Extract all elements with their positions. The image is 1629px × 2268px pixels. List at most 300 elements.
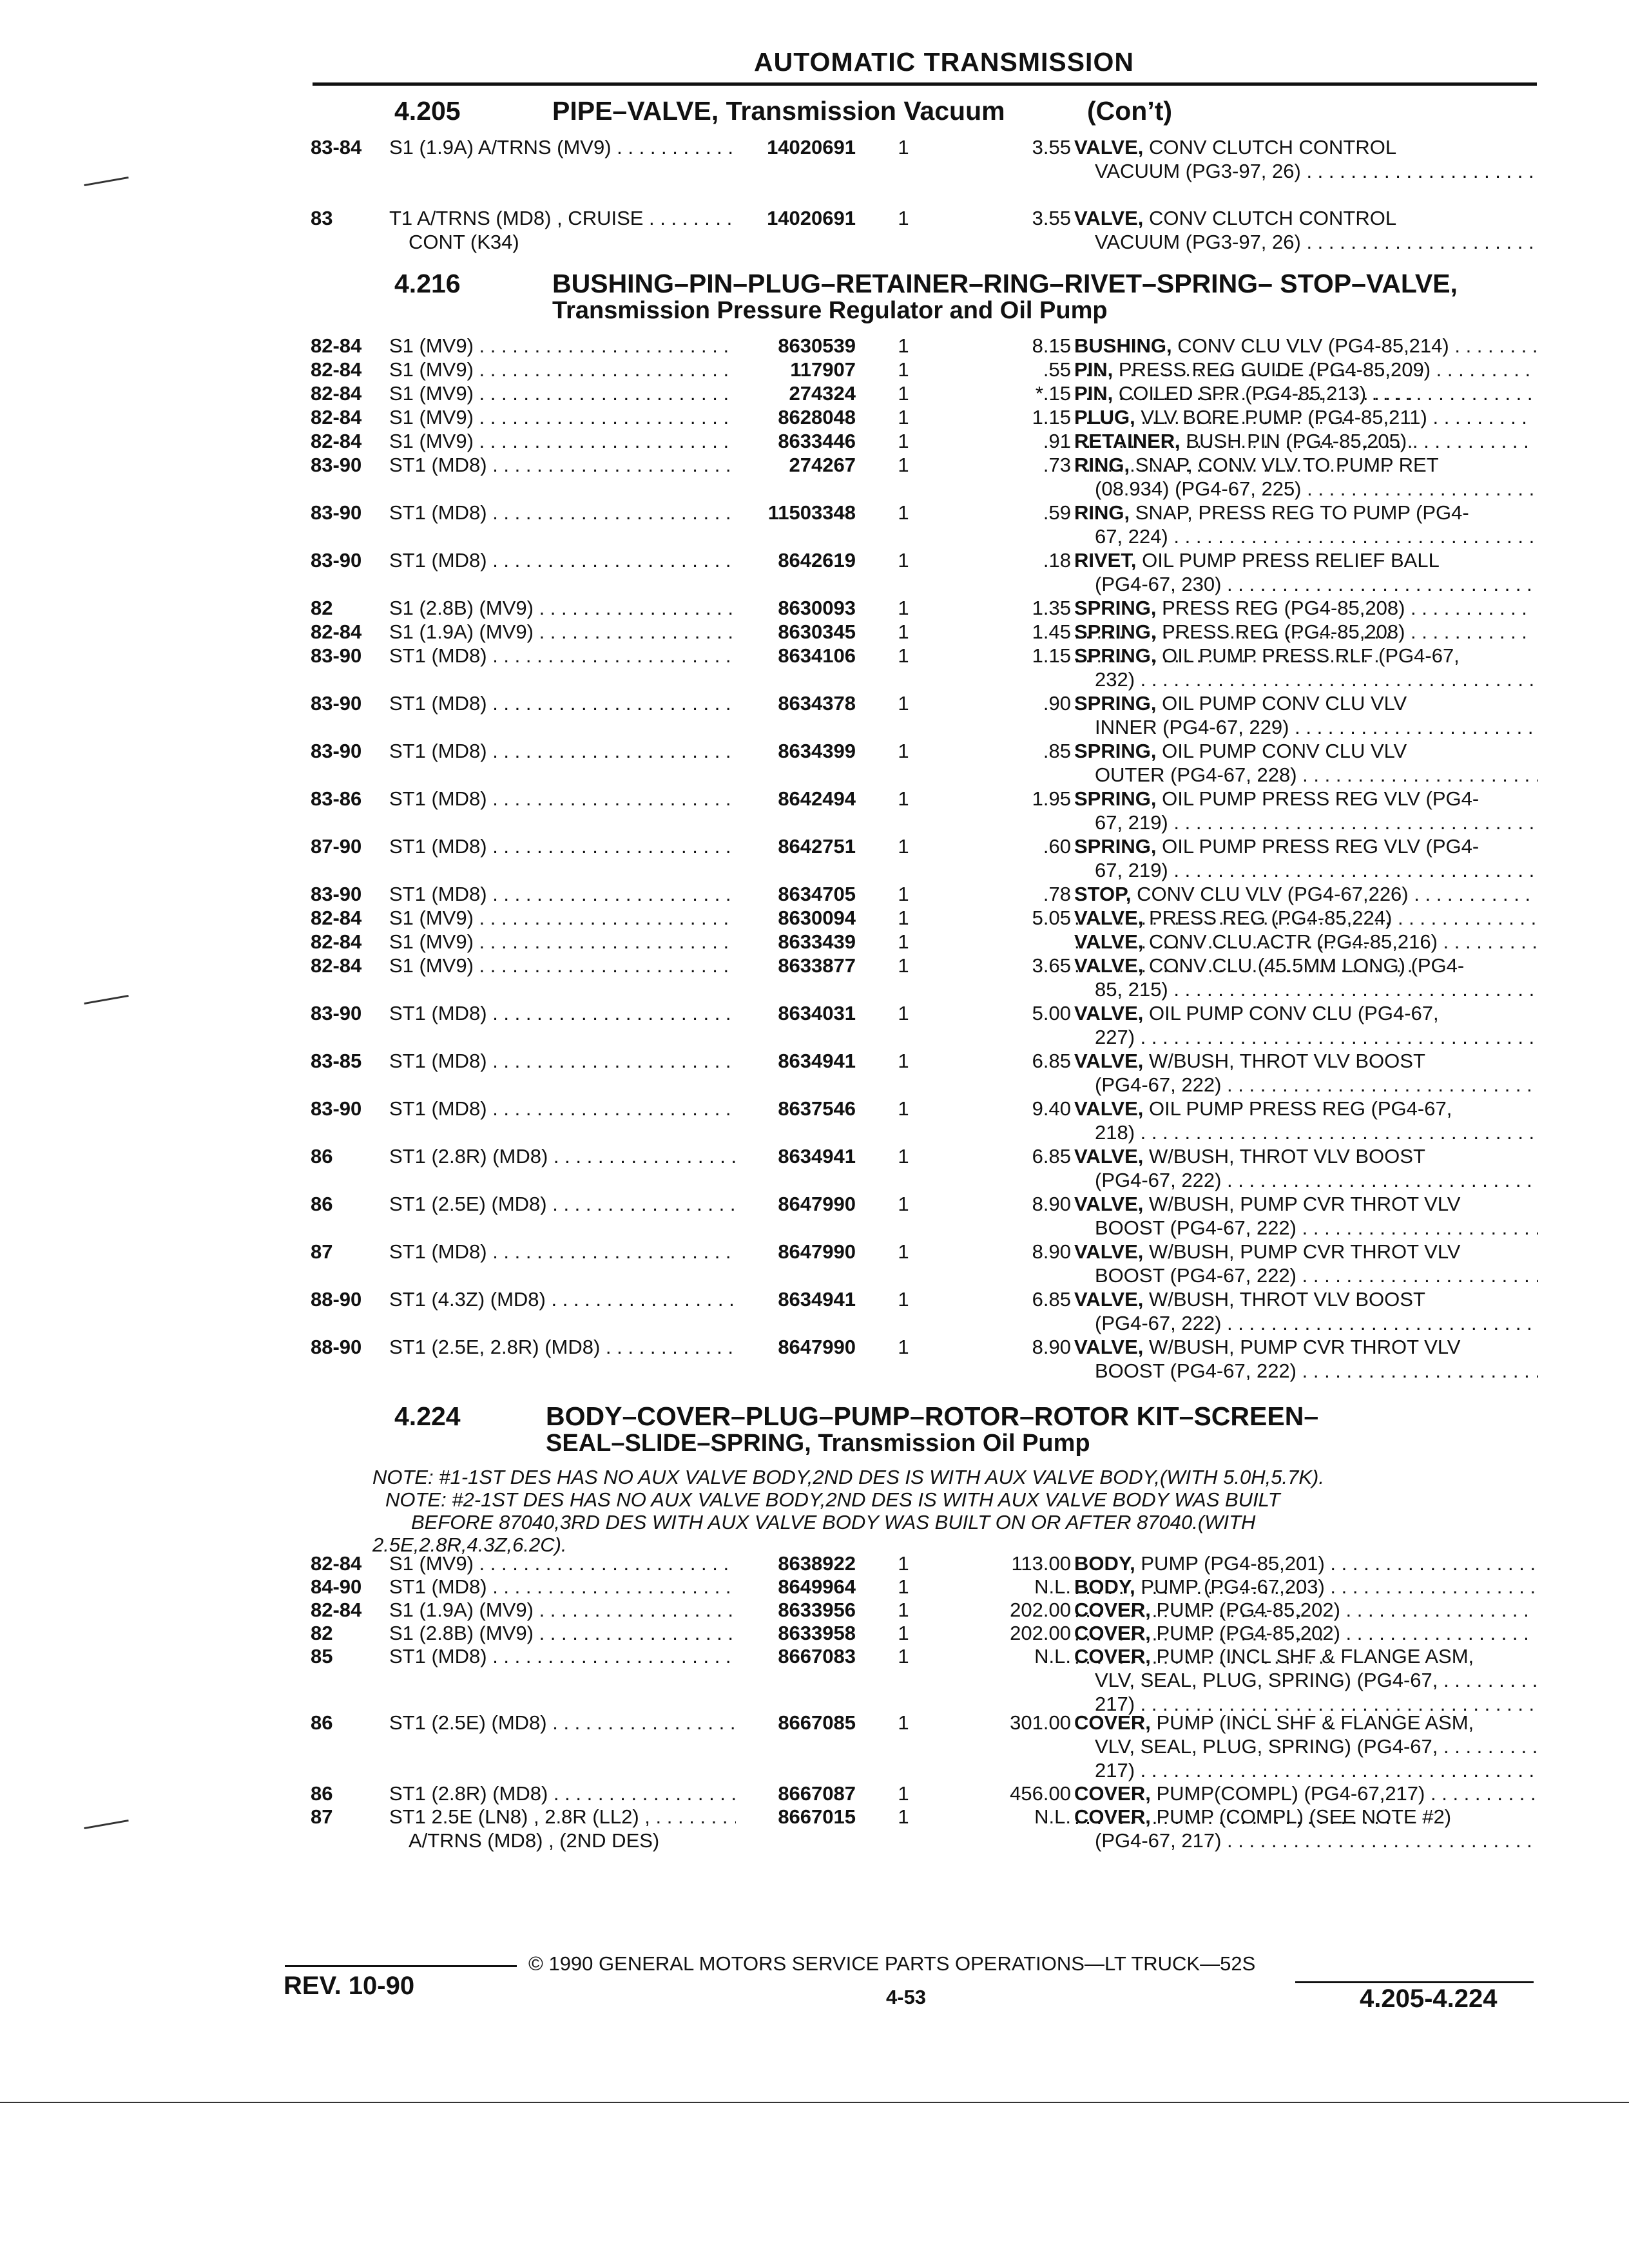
quantity: 1 bbox=[898, 1145, 909, 1168]
footer-rule bbox=[1295, 1981, 1534, 1983]
table-row bbox=[311, 739, 1541, 788]
part-number: 8628048 bbox=[736, 405, 856, 429]
table-row bbox=[311, 1240, 1541, 1289]
table-row bbox=[311, 1805, 1541, 1854]
part-number: 8649964 bbox=[736, 1575, 856, 1599]
model-year: 83-90 bbox=[311, 1097, 362, 1120]
part-number: 8642494 bbox=[736, 787, 856, 811]
model-year: 83-85 bbox=[311, 1050, 362, 1072]
part-name: COVER, bbox=[1074, 1711, 1151, 1734]
notes-block bbox=[372, 1466, 1545, 1556]
part-description: VALVE, W/BUSH, THROT VLV BOOST (PG4-67, 222) . . . bbox=[1074, 1287, 1538, 1335]
part-description: COVER, PUMP (PG4-85,202) . . . bbox=[1074, 1621, 1538, 1669]
model-year: 82-84 bbox=[311, 1552, 362, 1575]
part-number: 274267 bbox=[736, 453, 856, 477]
margin-mark bbox=[84, 995, 128, 1004]
table-row bbox=[311, 1711, 1541, 1784]
application: ST1 (MD8) . . . bbox=[389, 787, 737, 834]
application: ST1 (MD8) . . . bbox=[389, 1575, 737, 1622]
note-line: NOTE: #2-1ST DES HAS NO AUX VALVE BODY,2ND DES IS WITH AUX VALVE BODY WAS BUILT bbox=[385, 1488, 1280, 1511]
price: 9.40 bbox=[1032, 1097, 1071, 1120]
part-number: 14020691 bbox=[736, 135, 856, 159]
application: ST1 (MD8) . . . bbox=[389, 1049, 737, 1097]
model-year: 82-84 bbox=[311, 406, 362, 428]
part-number: 11503348 bbox=[736, 501, 856, 524]
price: 301.00 bbox=[1010, 1711, 1071, 1734]
price: 5.00 bbox=[1032, 1002, 1071, 1024]
part-number: 8637546 bbox=[736, 1097, 856, 1120]
price: 5.05 bbox=[1032, 907, 1071, 929]
table-row bbox=[311, 1287, 1541, 1336]
model-year: 84-90 bbox=[311, 1575, 362, 1598]
part-name: VALVE, bbox=[1074, 930, 1144, 953]
price: 113.00 bbox=[1011, 1552, 1071, 1575]
application: ST1 (2.5E) (MD8) . . . bbox=[389, 1192, 737, 1240]
price: .18 bbox=[1043, 549, 1071, 572]
table-row bbox=[311, 501, 1541, 550]
part-number: 117907 bbox=[736, 358, 856, 381]
price: N.L. bbox=[1034, 1575, 1071, 1598]
model-year: 87-90 bbox=[311, 835, 362, 858]
part-name: SPRING, bbox=[1074, 692, 1157, 715]
part-description: VALVE, W/BUSH, PUMP CVR THROT VLV BOOST (PG4-67, 222) . . . bbox=[1074, 1335, 1538, 1383]
part-number: 14020691 bbox=[736, 206, 856, 230]
price: .90 bbox=[1043, 692, 1071, 715]
model-year: 83-90 bbox=[311, 1002, 362, 1024]
quantity: 1 bbox=[898, 358, 909, 381]
part-description: VALVE, CONV CLU ACTR (PG4-85,216) . . . bbox=[1074, 930, 1538, 977]
price: 1.15 bbox=[1032, 644, 1071, 667]
part-description: VALVE, OIL PUMP CONV CLU (PG4-67, 227) . . . bbox=[1074, 1001, 1538, 1049]
part-description: RETAINER, BUSH PIN (PG4-85,205) . . . bbox=[1074, 429, 1538, 477]
application: ST1 (MD8) . . . bbox=[389, 739, 737, 787]
price: 202.00 bbox=[1010, 1622, 1071, 1644]
table-row bbox=[311, 787, 1541, 836]
table-row bbox=[311, 644, 1541, 693]
part-name: VALVE, bbox=[1074, 907, 1144, 929]
price: *.15 bbox=[1035, 382, 1071, 405]
model-year: 83-84 bbox=[311, 136, 362, 159]
quantity: 1 bbox=[898, 334, 909, 357]
model-year: 86 bbox=[311, 1145, 333, 1168]
application: ST1 (2.8R) (MD8) . . . bbox=[389, 1782, 737, 1829]
application: S1 (MV9) . . . bbox=[389, 906, 737, 954]
section-number: 4.224 bbox=[394, 1401, 461, 1431]
quantity: 1 bbox=[898, 1240, 909, 1263]
model-year: 82 bbox=[311, 1622, 333, 1644]
quantity: 1 bbox=[898, 930, 909, 953]
price: .60 bbox=[1043, 835, 1071, 858]
quantity: 1 bbox=[898, 1599, 909, 1621]
model-year: 83-90 bbox=[311, 501, 362, 524]
part-description: BODY, PUMP (PG4-67,203) . . . bbox=[1074, 1575, 1538, 1622]
part-number: 8667085 bbox=[736, 1711, 856, 1735]
section-title: BUSHING–PIN–PLUG–RETAINER–RING–RIVET–SPRING– STOP–VALVE, Transmission Pressure Regulator and Oil Pump bbox=[552, 269, 1458, 324]
quantity: 1 bbox=[898, 644, 909, 667]
table-row bbox=[311, 206, 1541, 255]
part-number: 8642619 bbox=[736, 548, 856, 572]
part-name: VALVE, bbox=[1074, 1145, 1144, 1168]
quantity: 1 bbox=[898, 1805, 909, 1828]
model-year: 82 bbox=[311, 597, 333, 619]
part-description: VALVE, W/BUSH, THROT VLV BOOST (PG4-67, 222) . . . bbox=[1074, 1144, 1538, 1192]
price: 456.00 bbox=[1010, 1782, 1071, 1805]
application: S1 (MV9) . . . bbox=[389, 358, 737, 405]
application: ST1 (MD8) . . . bbox=[389, 548, 737, 596]
note-line: NOTE: #1-1ST DES HAS NO AUX VALVE BODY,2ND DES IS WITH AUX VALVE BODY,(WITH 5.0H,5.7K). bbox=[372, 1466, 1324, 1488]
part-number: 8638922 bbox=[736, 1552, 856, 1575]
quantity: 1 bbox=[898, 549, 909, 572]
part-name: COVER, bbox=[1074, 1599, 1151, 1621]
section-title: PIPE–VALVE, Transmission Vacuum (Con’t) bbox=[552, 96, 1173, 126]
part-number: 8634941 bbox=[736, 1144, 856, 1168]
application: ST1 (MD8) . . . bbox=[389, 1240, 737, 1287]
price: N.L. bbox=[1034, 1805, 1071, 1828]
model-year: 87 bbox=[311, 1805, 333, 1828]
part-name: VALVE, bbox=[1074, 1193, 1144, 1215]
table-row bbox=[311, 1097, 1541, 1146]
price: 202.00 bbox=[1010, 1599, 1071, 1621]
quantity: 1 bbox=[898, 382, 909, 405]
price: .85 bbox=[1043, 740, 1071, 762]
price: 3.55 bbox=[1032, 136, 1071, 159]
model-year: 82-84 bbox=[311, 430, 362, 452]
application: ST1 (MD8) . . . bbox=[389, 644, 737, 691]
part-number: 8633446 bbox=[736, 429, 856, 453]
application: S1 (MV9) . . . bbox=[389, 405, 737, 453]
part-number: 8667087 bbox=[736, 1782, 856, 1805]
application: ST1 (2.5E, 2.8R) (MD8) . . . bbox=[389, 1335, 737, 1383]
model-year: 86 bbox=[311, 1782, 333, 1805]
model-year: 83 bbox=[311, 207, 333, 229]
price: 1.15 bbox=[1032, 406, 1071, 428]
part-description: VALVE, OIL PUMP PRESS REG (PG4-67, 218) . . . bbox=[1074, 1097, 1538, 1144]
model-year: 86 bbox=[311, 1193, 333, 1215]
part-number: 8630539 bbox=[736, 334, 856, 358]
part-description: SPRING, OIL PUMP PRESS REG VLV (PG4- 67, 219) . . . bbox=[1074, 834, 1538, 882]
model-year: 83-86 bbox=[311, 787, 362, 810]
quantity: 1 bbox=[898, 501, 909, 524]
part-number: 8633958 bbox=[736, 1621, 856, 1645]
price: 8.90 bbox=[1032, 1336, 1071, 1358]
part-name: RETAINER, bbox=[1074, 430, 1181, 452]
part-name: SPRING, bbox=[1074, 740, 1157, 762]
margin-mark bbox=[84, 177, 128, 186]
model-year: 83-90 bbox=[311, 454, 362, 476]
part-description: RING, SNAP, PRESS REG TO PUMP (PG4- 67, 224) . . . bbox=[1074, 501, 1538, 548]
model-year: 82-84 bbox=[311, 954, 362, 977]
part-name: PIN, bbox=[1074, 358, 1113, 381]
quantity: 1 bbox=[898, 1552, 909, 1575]
price: 6.85 bbox=[1032, 1288, 1071, 1311]
quantity: 1 bbox=[898, 907, 909, 929]
part-name: COVER, bbox=[1074, 1782, 1151, 1805]
application: ST1 (4.3Z) (MD8) . . . bbox=[389, 1287, 737, 1335]
part-description: VALVE, CONV CLUTCH CONTROL VACUUM (PG3-97, 26) . . . bbox=[1074, 206, 1538, 254]
quantity: 1 bbox=[898, 430, 909, 452]
part-description: COVER, PUMP(COMPL) (PG4-67,217) . . . bbox=[1074, 1782, 1538, 1829]
part-description: VALVE, W/BUSH, THROT VLV BOOST (PG4-67, 222) . . . bbox=[1074, 1049, 1538, 1097]
quantity: 1 bbox=[898, 954, 909, 977]
part-description: VALVE, CONV CLU (45.5MM LONG) (PG4- 85, 215) . . . bbox=[1074, 954, 1538, 1001]
part-name: COVER, bbox=[1074, 1622, 1151, 1644]
part-description: BODY, PUMP (PG4-85,201) . . . bbox=[1074, 1552, 1538, 1599]
part-number: 8633877 bbox=[736, 954, 856, 977]
table-row bbox=[311, 1192, 1541, 1241]
part-number: 8667015 bbox=[736, 1805, 856, 1829]
part-number: 274324 bbox=[736, 381, 856, 405]
application: ST1 (MD8) . . . bbox=[389, 882, 737, 930]
footer-copyright: © 1990 GENERAL MOTORS SERVICE PARTS OPERATIONS—LT TRUCK—52S bbox=[528, 1952, 1256, 1975]
model-year: 86 bbox=[311, 1711, 333, 1734]
part-description: PIN, PRESS REG GUIDE (PG4-85,209) . . . bbox=[1074, 358, 1538, 405]
part-number: 8634941 bbox=[736, 1049, 856, 1073]
model-year: 83-90 bbox=[311, 883, 362, 905]
application: S1 (MV9) . . . bbox=[389, 930, 737, 977]
table-row bbox=[311, 954, 1541, 1003]
application: ST1 (2.5E) (MD8) . . . bbox=[389, 1711, 737, 1758]
application: ST1 (MD8) . . . bbox=[389, 501, 737, 548]
table-row bbox=[311, 548, 1541, 597]
part-number: 8642751 bbox=[736, 834, 856, 858]
page-title: AUTOMATIC TRANSMISSION bbox=[754, 47, 1134, 77]
part-name: RIVET, bbox=[1074, 549, 1137, 572]
application: S1 (MV9) . . . bbox=[389, 954, 737, 1001]
application: ST1 (MD8) . . . bbox=[389, 691, 737, 739]
application: S1 (2.8B) (MV9) . . . bbox=[389, 596, 737, 644]
part-name: SPRING, bbox=[1074, 597, 1157, 619]
application: ST1 (MD8) . . . bbox=[389, 834, 737, 882]
price: 8.15 bbox=[1032, 334, 1071, 357]
part-description: COVER, PUMP (INCL SHF & FLANGE ASM, VLV, SEAL, PLUG, SPRING) (PG4-67, . . . 217) . . . bbox=[1074, 1711, 1538, 1782]
part-name: VALVE, bbox=[1074, 1288, 1144, 1311]
model-year: 82-84 bbox=[311, 334, 362, 357]
table-row bbox=[311, 834, 1541, 883]
quantity: 1 bbox=[898, 883, 909, 905]
part-name: VALVE, bbox=[1074, 1240, 1144, 1263]
part-name: PIN, bbox=[1074, 382, 1113, 405]
part-name: RING, bbox=[1074, 454, 1130, 476]
footer-revision: REV. 10-90 bbox=[284, 1972, 415, 2000]
price: 1.45 bbox=[1032, 620, 1071, 643]
table-row bbox=[311, 453, 1541, 502]
part-description: RIVET, OIL PUMP PRESS RELIEF BALL (PG4-67, 230) . . . bbox=[1074, 548, 1538, 596]
part-name: COVER, bbox=[1074, 1805, 1151, 1828]
model-year: 87 bbox=[311, 1240, 333, 1263]
part-number: 8634399 bbox=[736, 739, 856, 763]
part-name: SPRING, bbox=[1074, 644, 1157, 667]
part-number: 8634941 bbox=[736, 1287, 856, 1311]
part-number: 8647990 bbox=[736, 1192, 856, 1216]
application: ST1 (MD8) . . . bbox=[389, 1644, 737, 1692]
section-number: 4.205 bbox=[394, 96, 461, 126]
model-year: 82-84 bbox=[311, 907, 362, 929]
price: 6.85 bbox=[1032, 1145, 1071, 1168]
part-description: COVER, PUMP (INCL SHF & FLANGE ASM, VLV, SEAL, PLUG, SPRING) (PG4-67, . . . 217) . . . bbox=[1074, 1644, 1538, 1716]
quantity: 1 bbox=[898, 692, 909, 715]
part-description: RING, SNAP, CONV VLV TO PUMP RET (08.934) (PG4-67, 225) . . . bbox=[1074, 453, 1538, 501]
application: S1 (MV9) . . . bbox=[389, 381, 737, 429]
part-name: VALVE, bbox=[1074, 207, 1144, 229]
table-row bbox=[311, 1001, 1541, 1050]
part-description: COVER, PUMP (COMPL) (SEE NOTE #2) (PG4-67, 217) . . . bbox=[1074, 1805, 1538, 1852]
part-name: VALVE, bbox=[1074, 1097, 1144, 1120]
table-row bbox=[311, 1144, 1541, 1193]
part-description: PLUG, VLV BORE PUMP (PG4-85,211) . . . bbox=[1074, 405, 1538, 453]
price: .78 bbox=[1043, 883, 1071, 905]
price: 8.90 bbox=[1032, 1193, 1071, 1215]
quantity: 1 bbox=[898, 454, 909, 476]
part-description: SPRING, OIL PUMP PRESS REG VLV (PG4- 67, 219) . . . bbox=[1074, 787, 1538, 834]
application: S1 (1.9A) (MV9) . . . bbox=[389, 620, 737, 668]
application: ST1 (MD8) . . . bbox=[389, 1097, 737, 1144]
part-description: VALVE, PRESS REG (PG4-85,224) . . . bbox=[1074, 906, 1538, 954]
application: S1 (MV9) . . . bbox=[389, 429, 737, 477]
application: S1 (2.8B) (MV9) . . . bbox=[389, 1621, 737, 1669]
part-name: PLUG, bbox=[1074, 406, 1135, 428]
part-description: VALVE, CONV CLUTCH CONTROL VACUUM (PG3-97, 26) . . . bbox=[1074, 135, 1538, 183]
quantity: 1 bbox=[898, 1782, 909, 1805]
part-number: 8647990 bbox=[736, 1240, 856, 1264]
table-row bbox=[311, 691, 1541, 740]
price: 6.85 bbox=[1032, 1050, 1071, 1072]
quantity: 1 bbox=[898, 1288, 909, 1311]
part-description: BUSHING, CONV CLU VLV (PG4-85,214) . . . bbox=[1074, 334, 1538, 381]
section-number: 4.216 bbox=[394, 269, 461, 298]
part-description: STOP, CONV CLU VLV (PG4-67,226) . . . bbox=[1074, 882, 1538, 930]
price: .55 bbox=[1043, 358, 1071, 381]
part-name: VALVE, bbox=[1074, 1336, 1144, 1358]
quantity: 1 bbox=[898, 406, 909, 428]
model-year: 83-90 bbox=[311, 549, 362, 572]
part-number: 8630094 bbox=[736, 906, 856, 930]
part-name: RING, bbox=[1074, 501, 1130, 524]
price: 8.90 bbox=[1032, 1240, 1071, 1263]
part-number: 8634106 bbox=[736, 644, 856, 668]
part-description: SPRING, OIL PUMP CONV CLU VLV OUTER (PG4-67, 228) . . . bbox=[1074, 739, 1538, 787]
part-name: VALVE, bbox=[1074, 954, 1144, 977]
part-name: BODY, bbox=[1074, 1552, 1135, 1575]
note-line: BEFORE 87040,3RD DES WITH AUX VALVE BODY WAS BUILT ON OR AFTER 87040.(WITH bbox=[411, 1511, 1256, 1533]
quantity: 1 bbox=[898, 1336, 909, 1358]
part-description: SPRING, OIL PUMP CONV CLU VLV INNER (PG4-67, 229) . . . bbox=[1074, 691, 1538, 739]
model-year: 82-84 bbox=[311, 930, 362, 953]
price: 1.35 bbox=[1032, 597, 1071, 619]
part-name: VALVE, bbox=[1074, 136, 1144, 159]
model-year: 83-90 bbox=[311, 692, 362, 715]
model-year: 82-84 bbox=[311, 358, 362, 381]
quantity: 1 bbox=[898, 1711, 909, 1734]
table-row bbox=[311, 135, 1541, 184]
part-name: VALVE, bbox=[1074, 1050, 1144, 1072]
quantity: 1 bbox=[898, 1050, 909, 1072]
price: 3.65 bbox=[1032, 954, 1071, 977]
part-number: 8633956 bbox=[736, 1598, 856, 1622]
part-number: 8667083 bbox=[736, 1644, 856, 1668]
model-year: 88-90 bbox=[311, 1336, 362, 1358]
part-description: SPRING, OIL PUMP PRESS RLF (PG4-67, 232) . . . bbox=[1074, 644, 1538, 691]
model-year: 85 bbox=[311, 1645, 333, 1667]
price: .91 bbox=[1043, 430, 1071, 452]
footer-page-number: 4-53 bbox=[886, 1986, 927, 2008]
quantity: 1 bbox=[898, 740, 909, 762]
application: ST1 (MD8) . . . bbox=[389, 453, 737, 501]
page-header bbox=[313, 12, 1537, 86]
part-name: SPRING, bbox=[1074, 787, 1157, 810]
quantity: 1 bbox=[898, 136, 909, 159]
part-name: VALVE, bbox=[1074, 1002, 1144, 1024]
part-description: SPRING, PRESS REG (PG4-85,208) . . . bbox=[1074, 620, 1538, 668]
part-name: SPRING, bbox=[1074, 620, 1157, 643]
quantity: 1 bbox=[898, 1622, 909, 1644]
model-year: 83-90 bbox=[311, 740, 362, 762]
footer-section-range: 4.205-4.224 bbox=[1360, 1984, 1498, 2013]
part-name: BODY, bbox=[1074, 1575, 1135, 1598]
application: S1 (1.9A) A/TRNS (MV9) . . . bbox=[389, 135, 737, 183]
quantity: 1 bbox=[898, 835, 909, 858]
price: .59 bbox=[1043, 501, 1071, 524]
part-description: PIN, COILED SPR (PG4-85,213) . . . bbox=[1074, 381, 1538, 429]
part-description: VALVE, W/BUSH, PUMP CVR THROT VLV BOOST (PG4-67, 222) . . . bbox=[1074, 1192, 1538, 1240]
page-bottom-rule bbox=[0, 2102, 1629, 2103]
application: ST1 (2.8R) (MD8) . . . bbox=[389, 1144, 737, 1192]
table-row bbox=[311, 1049, 1541, 1098]
quantity: 1 bbox=[898, 1645, 909, 1667]
footer-rule bbox=[285, 1965, 517, 1967]
part-name: COVER, bbox=[1074, 1645, 1151, 1667]
quantity: 1 bbox=[898, 620, 909, 643]
quantity: 1 bbox=[898, 1193, 909, 1215]
part-name: STOP, bbox=[1074, 883, 1132, 905]
part-description: COVER, PUMP (PG4-85,202) . . . bbox=[1074, 1598, 1538, 1646]
part-number: 8634705 bbox=[736, 882, 856, 906]
part-description: SPRING, PRESS REG (PG4-85,208) . . . bbox=[1074, 596, 1538, 644]
part-number: 8633439 bbox=[736, 930, 856, 954]
note-line: 2.5E,2.8R,4.3Z,6.2C). bbox=[372, 1533, 567, 1556]
quantity: 1 bbox=[898, 787, 909, 810]
model-year: 82-84 bbox=[311, 382, 362, 405]
price: 1.95 bbox=[1032, 787, 1071, 810]
part-number: 8634031 bbox=[736, 1001, 856, 1025]
part-name: BUSHING, bbox=[1074, 334, 1172, 357]
price: N.L. bbox=[1034, 1645, 1071, 1667]
quantity: 1 bbox=[898, 1575, 909, 1598]
part-description: VALVE, W/BUSH, PUMP CVR THROT VLV BOOST (PG4-67, 222) . . . bbox=[1074, 1240, 1538, 1287]
margin-mark bbox=[84, 1820, 128, 1829]
part-number: 8647990 bbox=[736, 1335, 856, 1359]
price: 3.55 bbox=[1032, 207, 1071, 229]
model-year: 82-84 bbox=[311, 620, 362, 643]
application: ST1 2.5E (LN8) , 2.8R (LL2) , . . . A/TRNS (MD8) , (2ND DES) bbox=[389, 1805, 737, 1852]
part-number: 8634378 bbox=[736, 691, 856, 715]
table-row bbox=[311, 1335, 1541, 1384]
model-year: 82-84 bbox=[311, 1599, 362, 1621]
model-year: 83-90 bbox=[311, 644, 362, 667]
quantity: 1 bbox=[898, 597, 909, 619]
section-title: BODY–COVER–PLUG–PUMP–ROTOR–ROTOR KIT–SCREEN– SEAL–SLIDE–SPRING, Transmission Oil Pump bbox=[546, 1401, 1319, 1457]
table-row bbox=[311, 1644, 1541, 1718]
quantity: 1 bbox=[898, 1002, 909, 1024]
part-number: 8630345 bbox=[736, 620, 856, 644]
application: S1 (MV9) . . . bbox=[389, 1552, 737, 1599]
part-number: 8630093 bbox=[736, 596, 856, 620]
application: T1 A/TRNS (MD8) , CRUISE . . . CONT (K34) bbox=[389, 206, 737, 254]
quantity: 1 bbox=[898, 207, 909, 229]
price: .73 bbox=[1043, 454, 1071, 476]
application: S1 (1.9A) (MV9) . . . bbox=[389, 1598, 737, 1646]
quantity: 1 bbox=[898, 1097, 909, 1120]
part-name: SPRING, bbox=[1074, 835, 1157, 858]
